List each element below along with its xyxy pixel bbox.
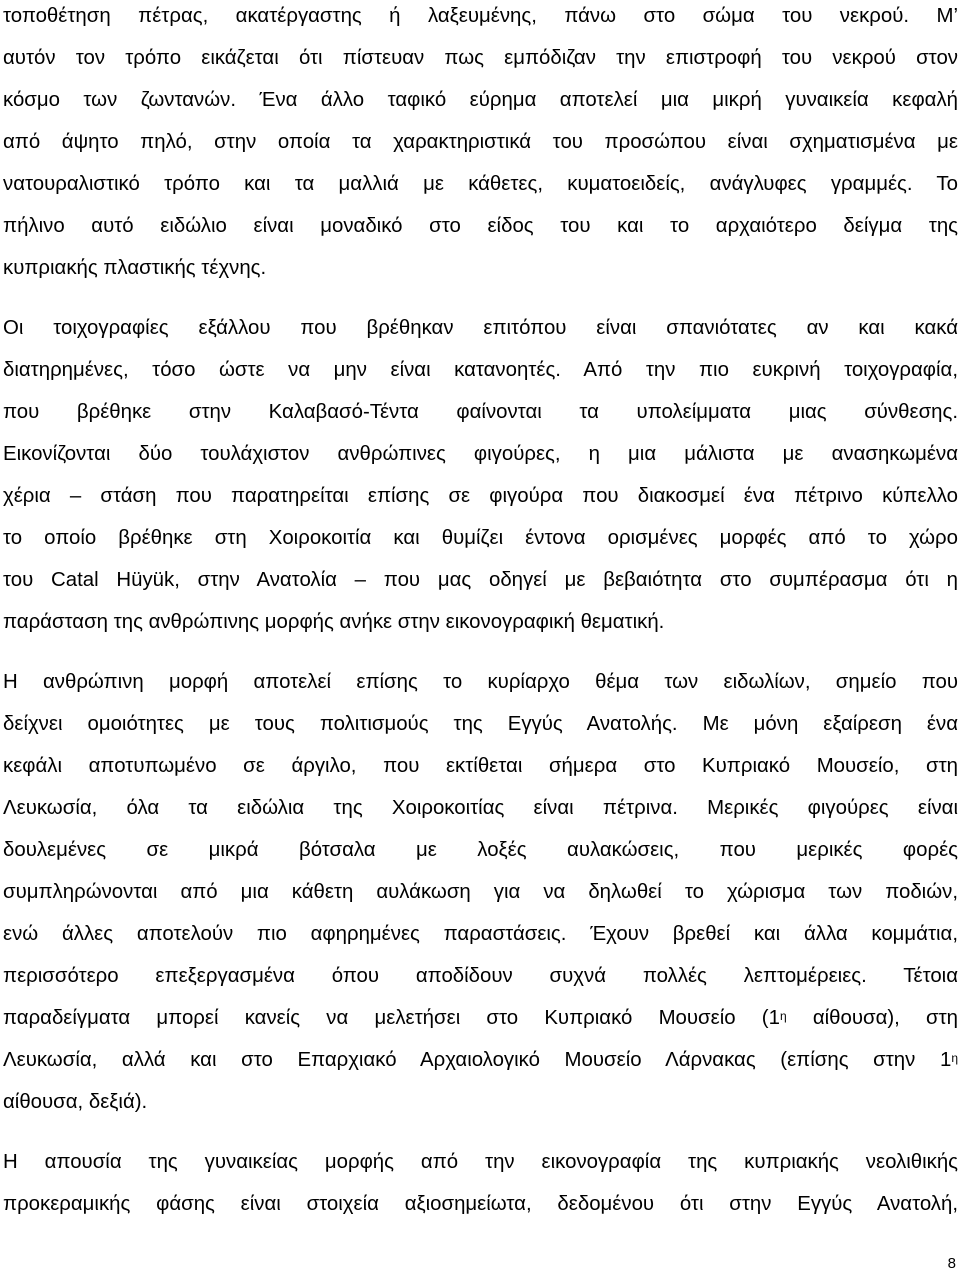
text-line: κόσμο των ζωντανών. Ένα άλλο ταφικό εύρημα αποτελεί μια μικρή γυναικεία κεφαλή <box>3 89 958 111</box>
text-line: διατηρημένες, τόσο ώστε να μην είναι κατανοητές. Από την πιο ευκρινή τοιχογραφία, <box>3 359 958 381</box>
text-line: προκεραμικής φάσης είναι στοιχεία αξιοσημείωτα, δεδομένου ότι στην Εγγύς Ανατολή, <box>3 1193 958 1215</box>
text-line: δείχνει ομοιότητες με τους πολιτισμούς της Εγγύς Ανατολής. Με μόνη εξαίρεση ένα <box>3 713 958 735</box>
text-line: συμπληρώνονται από μια κάθετη αυλάκωση για να δηλωθεί το χώρισμα των ποδιών, <box>3 881 958 903</box>
text-line: ενώ άλλες αποτελούν πιο αφηρημένες παραστάσεις. Έχουν βρεθεί και άλλα κομμάτια, <box>3 923 958 945</box>
text-line <box>3 1003 958 1033</box>
page-number: 8 <box>947 1255 956 1272</box>
text-line: κεφάλι αποτυπωμένο σε άργιλο, που εκτίθεται σήμερα στο Κυπριακό Μουσείο, στη <box>3 755 958 777</box>
text-segment: αίθουσα), στη <box>786 1007 959 1029</box>
text-line: Η απουσία της γυναικείας μορφής από την εικονογραφία της κυπριακής νεολιθικής <box>3 1151 958 1173</box>
text-line: Η ανθρώπινη μορφή αποτελεί επίσης το κυρίαρχο θέμα των ειδωλίων, σημείο που <box>3 671 958 693</box>
text-line: δουλεμένες σε μικρά βότσαλα με λοξές αυλακώσεις, που μερικές φορές <box>3 839 958 861</box>
text-line: περισσότερο επεξεργασμένα όπου αποδίδουν συχνά πολλές λεπτομέρειες. Τέτοια <box>3 965 958 987</box>
text-line: χέρια – στάση που παρατηρείται επίσης σε φιγούρα που διακοσμεί ένα πέτρινο κύπελλο <box>3 485 958 507</box>
text-line: του Catal Hüyük, στην Ανατολία – που μας οδηγεί με βεβαιότητα στο συμπέρασμα ότι η <box>3 569 958 591</box>
superscript-ordinal: η <box>779 1009 787 1023</box>
text-line: αυτόν τον τρόπο εικάζεται ότι πίστευαν πως εμπόδιζαν την επιστροφή του νεκρού στον <box>3 47 958 69</box>
text-line: το οποίο βρέθηκε στη Χοιροκοιτία και θυμίζει έντονα ορισμένες μορφές από το χώρο <box>3 527 958 549</box>
superscript-ordinal: η <box>951 1051 958 1065</box>
text-line: νατουραλιστικό τρόπο και τα μαλλιά με κάθετες, κυματοειδείς, ανάγλυφες γραμμές. Το <box>3 173 958 195</box>
text-line: τοποθέτηση πέτρας, ακατέργαστης ή λαξευμένης, πάνω στο σώμα του νεκρού. Μ’ <box>3 5 958 27</box>
text-line: κυπριακής πλαστικής τέχνης. <box>3 257 267 279</box>
text-line: Οι τοιχογραφίες εξάλλου που βρέθηκαν επιτόπου είναι σπανιότατες αν και κακά <box>3 317 958 339</box>
text-line: από άψητο πηλό, στην οποία τα χαρακτηριστικά του προσώπου είναι σχηματισμένα με <box>3 131 958 153</box>
text-line: που βρέθηκε στην Καλαβασό-Τέντα φαίνονται τα υπολείμματα μιας σύνθεσης. <box>3 401 958 423</box>
text-segment: παραδείγματα μπορεί κανείς να μελετήσει στο Κυπριακό Μουσείο (1 <box>3 1007 780 1029</box>
text-line: Λευκωσία, όλα τα ειδώλια της Χοιροκοιτίας είναι πέτρινα. Μερικές φιγούρες είναι <box>3 797 958 819</box>
text-line: αίθουσα, δεξιά). <box>3 1091 148 1113</box>
text-line: Εικονίζονται δύο τουλάχιστον ανθρώπινες φιγούρες, η μια μάλιστα με ανασηκωμένα <box>3 443 958 465</box>
text-line: παράσταση της ανθρώπινης μορφής ανήκε στην εικονογραφική θεματική. <box>3 611 665 633</box>
text-line: πήλινο αυτό ειδώλιο είναι μοναδικό στο είδος του και το αρχαιότερο δείγμα της <box>3 215 958 237</box>
text-segment: Λευκωσία, αλλά και στο Επαρχιακό Αρχαιολογικό Μουσείο Λάρνακας (επίσης στην 1 <box>3 1049 952 1071</box>
text-line <box>3 1045 958 1075</box>
